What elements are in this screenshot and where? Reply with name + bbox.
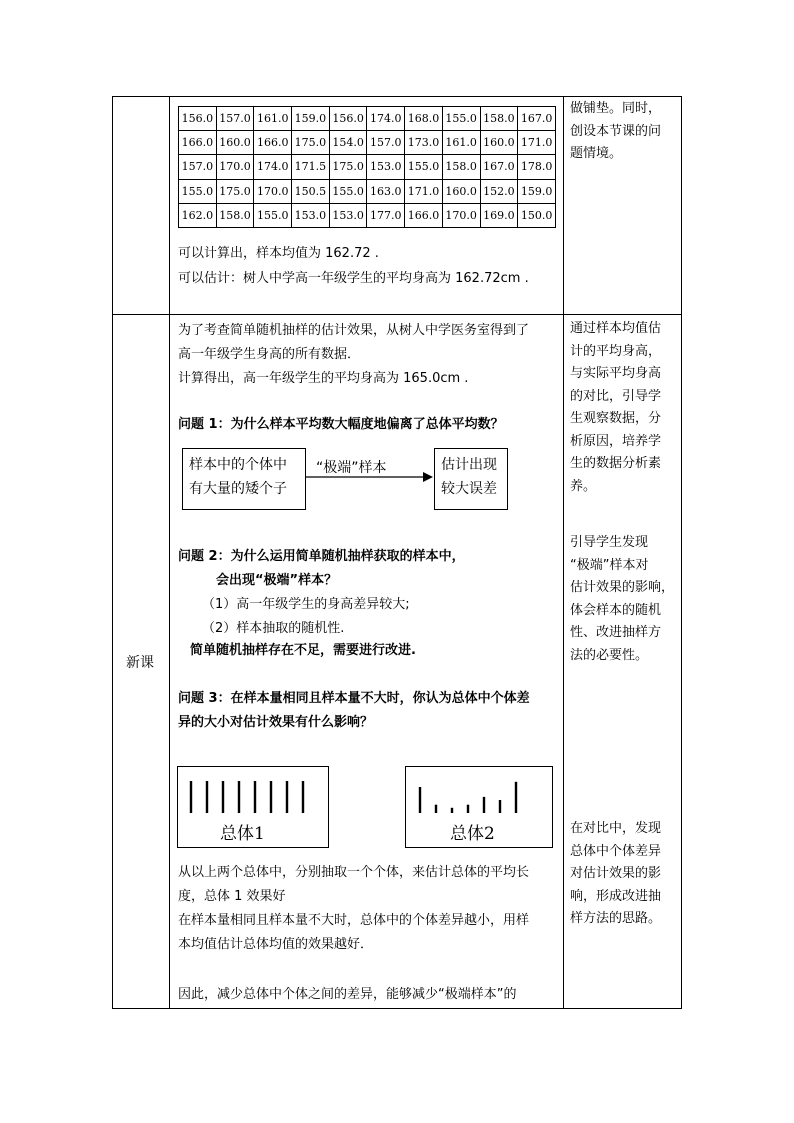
- side-note-line: 创设本节课的问: [570, 123, 662, 139]
- sample-mean-text: 可以计算出，样本均值为 162.72 .: [178, 246, 379, 261]
- row-divider: [113, 314, 681, 315]
- table-row: [179, 203, 556, 227]
- answer-item: （2）样本抽取的随机性.: [202, 621, 345, 636]
- section-label: 新课: [126, 655, 154, 671]
- population-2-sticks: [406, 767, 552, 817]
- question-2-cont: 会出现“极端”样本？: [216, 573, 338, 588]
- table-cell: 155.0: [329, 179, 367, 203]
- answer-item: （1）高一年级学生的身高差异较大;: [202, 597, 410, 612]
- side-note-line: 性、改进抽样方: [570, 625, 662, 640]
- table-cell: 170.0: [442, 203, 480, 227]
- intro-line: 高一年级学生身高的所有数据．: [178, 347, 361, 362]
- table-cell: 170.0: [254, 179, 292, 203]
- table-cell: 159.0: [292, 107, 330, 131]
- table-cell: 166.0: [405, 203, 443, 227]
- table-cell: 155.0: [405, 155, 443, 179]
- body-line: 因此，减少总体中个体之间的差异，能够减少“极端样本”的: [178, 987, 517, 1002]
- table-row: [179, 155, 556, 179]
- table-cell: 158.0: [480, 107, 518, 131]
- table-cell: 166.0: [254, 131, 292, 155]
- flow-arrow-label: “极端”样本: [316, 460, 387, 476]
- table-cell: 152.0: [480, 179, 518, 203]
- table-cell: 157.0: [179, 155, 217, 179]
- table-cell: 153.0: [329, 203, 367, 227]
- table-cell: 153.0: [292, 203, 330, 227]
- flow-arrow: [306, 470, 434, 484]
- side-note-line: 做铺垫。同时，: [570, 101, 662, 116]
- side-note-line: 响，形成改进抽: [570, 888, 662, 904]
- table-cell: 160.0: [442, 179, 480, 203]
- heights-data-table: [178, 106, 556, 228]
- flow-box-text: 有大量的矮个子: [189, 481, 287, 497]
- table-cell: 177.0: [367, 203, 405, 227]
- table-cell: 167.0: [518, 107, 556, 131]
- flow-box-text: 较大误差: [441, 481, 497, 497]
- table-cell: 175.0: [216, 179, 254, 203]
- side-note-line: 生观察数据，分: [570, 411, 662, 426]
- side-note-2: [570, 318, 674, 498]
- side-note-line: 养。: [570, 478, 597, 494]
- table-cell: 157.0: [367, 131, 405, 155]
- side-note-line: 总体中个体差异: [570, 843, 662, 859]
- table-cell: 171.0: [405, 179, 443, 203]
- estimate-text: 可以估计：树人中学高一年级学生的平均身高为 162.72cm .: [178, 271, 529, 286]
- population-1-label: 总体1: [220, 824, 265, 844]
- table-cell: 170.0: [216, 155, 254, 179]
- table-cell: 161.0: [442, 131, 480, 155]
- intro-line: 为了考查简单随机抽样的估计效果，从树人中学医务室得到了: [178, 323, 530, 338]
- side-note-line: 的对比，引导学: [570, 388, 662, 404]
- flow-box-text: 估计出现: [441, 457, 497, 473]
- side-note-3: [570, 532, 674, 667]
- flow-box-cause: [182, 448, 306, 510]
- table-cell: 166.0: [179, 131, 217, 155]
- table-cell: 173.0: [405, 131, 443, 155]
- table-cell: 156.0: [329, 107, 367, 131]
- side-note-line: 样方法的思路。: [570, 911, 662, 926]
- table-cell: 162.0: [179, 203, 217, 227]
- table-cell: 150.0: [518, 203, 556, 227]
- side-note-line: 计的平均身高，: [570, 343, 662, 359]
- table-cell: 154.0: [329, 131, 367, 155]
- side-note-line: 与实际平均身高: [570, 366, 662, 381]
- column-divider: [169, 97, 170, 1008]
- population-2-box: [405, 766, 553, 848]
- flow-box-effect: [434, 448, 508, 510]
- side-note-line: 法的必要性。: [570, 647, 649, 663]
- question-3: 问题 3：在样本量相同且样本量不大时，你认为总体中个体差: [178, 691, 530, 706]
- table-cell: 150.5: [292, 179, 330, 203]
- table-cell: 161.0: [254, 107, 292, 131]
- side-note-line: “极端”样本对: [570, 557, 649, 573]
- table-cell: 160.0: [480, 131, 518, 155]
- flow-box-text: 样本中的个体中: [189, 457, 287, 473]
- table-row: [179, 107, 556, 131]
- table-cell: 155.0: [179, 179, 217, 203]
- table-cell: 169.0: [480, 203, 518, 227]
- table-row: [179, 131, 556, 155]
- conclusion: 简单随机抽样存在不足，需要进行改进.: [190, 643, 416, 658]
- side-note-line: 引导学生发现: [570, 535, 649, 550]
- table-cell: 157.0: [216, 107, 254, 131]
- body-line: 度，总体 1 效果好: [178, 889, 286, 904]
- table-cell: 178.0: [518, 155, 556, 179]
- side-note-line: 在对比中，发现: [570, 821, 662, 836]
- table-cell: 155.0: [442, 107, 480, 131]
- table-cell: 174.0: [254, 155, 292, 179]
- table-cell: 160.0: [216, 131, 254, 155]
- population-2-label: 总体2: [450, 824, 495, 844]
- population-1-box: [177, 766, 329, 848]
- body-line: 本均值估计总体均值的效果越好．: [178, 937, 374, 952]
- intro-line: 计算得出，高一年级学生的平均身高为 165.0cm .: [178, 371, 469, 386]
- table-row: [179, 179, 556, 203]
- question-2: 问题 2：为什么运用简单随机抽样获取的样本中，: [178, 549, 465, 564]
- side-note-line: 生的数据分析素: [570, 456, 662, 471]
- side-note-4: [570, 818, 674, 931]
- table-cell: 175.0: [329, 155, 367, 179]
- population-1-sticks: [178, 767, 328, 817]
- side-note-line: 析原因，培养学: [570, 433, 662, 449]
- question-1: 问题 1：为什么样本平均数大幅度地偏离了总体平均数？: [178, 417, 504, 432]
- column-divider: [563, 97, 564, 1008]
- table-cell: 156.0: [179, 107, 217, 131]
- table-cell: 155.0: [254, 203, 292, 227]
- table-cell: 171.0: [518, 131, 556, 155]
- side-note-line: 对估计效果的影: [570, 866, 662, 881]
- table-cell: 175.0: [292, 131, 330, 155]
- body-line: 在样本量相同且样本量不大时，总体中的个体差异越小，用样: [178, 913, 530, 928]
- side-note-line: 体会样本的随机: [570, 602, 662, 618]
- table-cell: 158.0: [216, 203, 254, 227]
- table-cell: 171.5: [292, 155, 330, 179]
- table-cell: 159.0: [518, 179, 556, 203]
- body-line: 从以上两个总体中，分别抽取一个个体，来估计总体的平均长: [178, 865, 530, 880]
- side-note-line: 题情境。: [570, 146, 623, 161]
- side-note-1: [570, 98, 674, 166]
- table-cell: 167.0: [480, 155, 518, 179]
- question-3-cont: 异的大小对估计效果有什么影响？: [178, 715, 374, 730]
- table-cell: 153.0: [367, 155, 405, 179]
- table-cell: 174.0: [367, 107, 405, 131]
- side-note-line: 估计效果的影响，: [570, 580, 675, 595]
- table-cell: 168.0: [405, 107, 443, 131]
- side-note-line: 通过样本均值估: [570, 321, 662, 336]
- table-cell: 163.0: [367, 179, 405, 203]
- table-cell: 158.0: [442, 155, 480, 179]
